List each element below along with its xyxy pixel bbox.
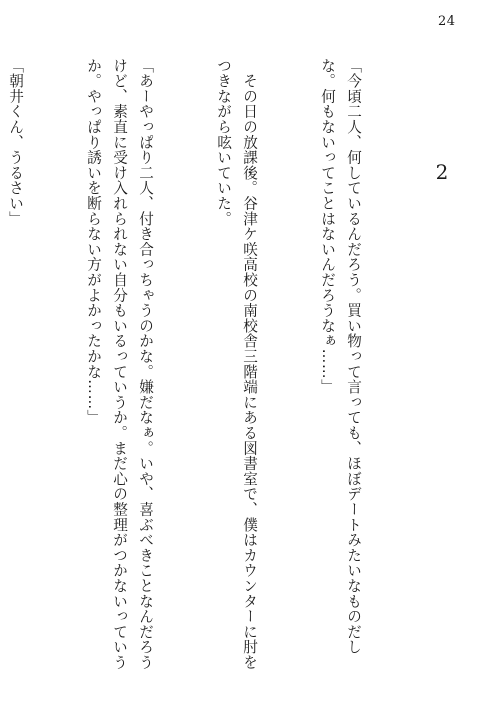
chapter-number: 2 — [435, 160, 449, 184]
paragraph: 「今頃二人、何しているんだろう。買い物って言っても、ほぼデートみたいなものだしな。何もないってことはないんだろうなぁ……」 — [319, 58, 362, 655]
body-text — [0, 58, 418, 673]
paragraph: 「あーやっぱり二人、付き合っちゃうのかな。嫌だなぁ。いや、喜ぶべきことなんだろうけど、素直に受け入れられない自分もいるっていうか。まだ心の整理がつかないっていうか。やっぱり誘いを断らない方がよかったかな……」 — [85, 58, 154, 670]
paragraph: 「朝井くん、うるさい」 — [7, 58, 24, 227]
paragraph: その日の放課後。谷津ケ咲高校の南校舎三階端にある図書室で、僕はカウンターに肘をつきながら呟いていた。 — [215, 58, 258, 670]
page-number: 24 — [438, 14, 456, 29]
